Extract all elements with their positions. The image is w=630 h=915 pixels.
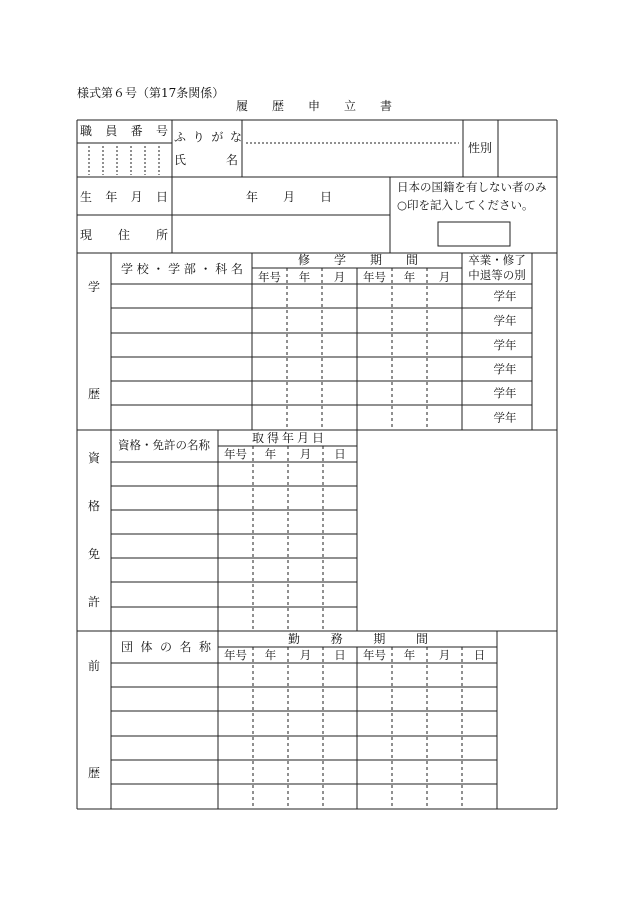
form-number: 様式第６号（第17条関係）	[77, 86, 225, 100]
career-period-column: 月	[438, 648, 451, 662]
name-label: 名	[225, 153, 239, 167]
license-date-column: 年	[264, 447, 277, 461]
address-label: 現	[79, 228, 93, 242]
career-period-column: 年号	[224, 648, 247, 662]
license-name-column-header: 資格・免許の名称	[118, 438, 210, 452]
furigana-label: が	[211, 130, 224, 144]
nationality-note: ○印を記入してください。	[397, 198, 534, 212]
license-section-label: 許	[87, 595, 101, 609]
education-section-label: 学	[87, 280, 101, 294]
school-column-header: 名	[230, 262, 244, 276]
grade-unit: 学年	[493, 313, 517, 328]
nationality-mark-box[interactable]	[438, 222, 510, 246]
license-date-title: 年	[281, 431, 295, 445]
staff-number-label: 職	[79, 124, 93, 138]
education-period-column: 月	[333, 270, 346, 284]
furigana-label: ふ	[173, 130, 187, 144]
license-date-title: 月	[296, 431, 310, 445]
status-column-header: 卒業・修了	[468, 253, 526, 267]
gender-label: 性別	[467, 141, 493, 155]
school-column-header: 科	[215, 262, 228, 276]
grade-unit: 学年	[493, 386, 517, 400]
license-date-column: 月	[299, 447, 312, 461]
name-label: 氏	[173, 153, 187, 167]
education-period-column: 年号	[258, 270, 281, 284]
school-column-header: 部	[183, 262, 196, 276]
grade-unit: 学年	[493, 338, 517, 352]
birthdate-label: 年	[105, 190, 118, 204]
grade-unit: 学年	[493, 289, 517, 303]
career-period-column: 年	[264, 648, 277, 662]
education-period-title: 修	[297, 253, 311, 267]
organization-column-header: 体	[140, 640, 153, 654]
license-date-title: 得	[266, 431, 280, 445]
career-period-column: 日	[473, 648, 486, 662]
career-period-column: 年	[403, 648, 416, 662]
education-period-column: 月	[438, 270, 451, 284]
education-period-title: 間	[405, 253, 419, 267]
organization-column-header: 団	[120, 640, 134, 654]
status-column-header: 中退等の別	[468, 268, 526, 282]
address-label: 住	[117, 228, 131, 242]
license-date-column: 日	[334, 447, 346, 461]
school-column-header: 学	[120, 262, 134, 276]
career-period-column: 年号	[363, 648, 386, 662]
education-period-column: 年	[298, 270, 311, 284]
education-section-label: 歴	[87, 387, 101, 401]
staff-number-label: 号	[155, 124, 169, 138]
birthdate-month-unit: 月	[282, 190, 296, 204]
organization-column-header: 称	[198, 640, 212, 654]
career-period-title: 間	[415, 632, 429, 646]
license-date-column: 年号	[224, 447, 247, 461]
school-column-header: ・	[199, 262, 212, 276]
license-date-title: 日	[311, 431, 325, 445]
birthdate-label: 日	[155, 190, 169, 204]
education-period-column: 年号	[363, 270, 386, 284]
birthdate-label: 生	[79, 190, 93, 204]
career-period-column: 月	[299, 648, 312, 662]
furigana-label: り	[192, 130, 205, 144]
staff-number-label: 員	[105, 124, 118, 138]
grade-unit: 学年	[493, 410, 517, 425]
license-section-label: 格	[87, 499, 101, 513]
birthdate-year-unit: 年	[245, 190, 259, 204]
staff-number-label: 番	[130, 124, 143, 138]
career-period-title: 勤	[287, 632, 301, 646]
career-section-label: 前	[87, 659, 101, 673]
grade-unit: 学年	[493, 362, 517, 376]
birthdate-label: 月	[130, 190, 143, 204]
license-section-label: 免	[87, 547, 101, 561]
career-period-title: 期	[373, 632, 386, 646]
education-period-title: 期	[369, 253, 383, 267]
school-column-header: ・	[152, 262, 165, 276]
career-period-title: 務	[330, 632, 343, 646]
furigana-label: な	[229, 130, 243, 144]
license-section-label: 資	[87, 451, 101, 465]
education-period-column: 年	[403, 270, 416, 284]
school-column-header: 校	[136, 262, 149, 276]
career-section-label: 歴	[87, 766, 101, 780]
organization-column-header: の	[159, 640, 173, 654]
school-column-header: 学	[168, 262, 181, 276]
license-date-title: 取	[251, 431, 265, 445]
career-period-column: 日	[334, 648, 346, 662]
education-period-title: 学	[333, 253, 347, 267]
organization-column-header: 名	[179, 640, 192, 654]
address-label: 所	[155, 228, 169, 242]
document-title: 履歴申立書	[236, 99, 417, 113]
birthdate-day-unit: 日	[319, 190, 333, 204]
nationality-note: 日本の国籍を有しない者のみ	[397, 180, 547, 194]
